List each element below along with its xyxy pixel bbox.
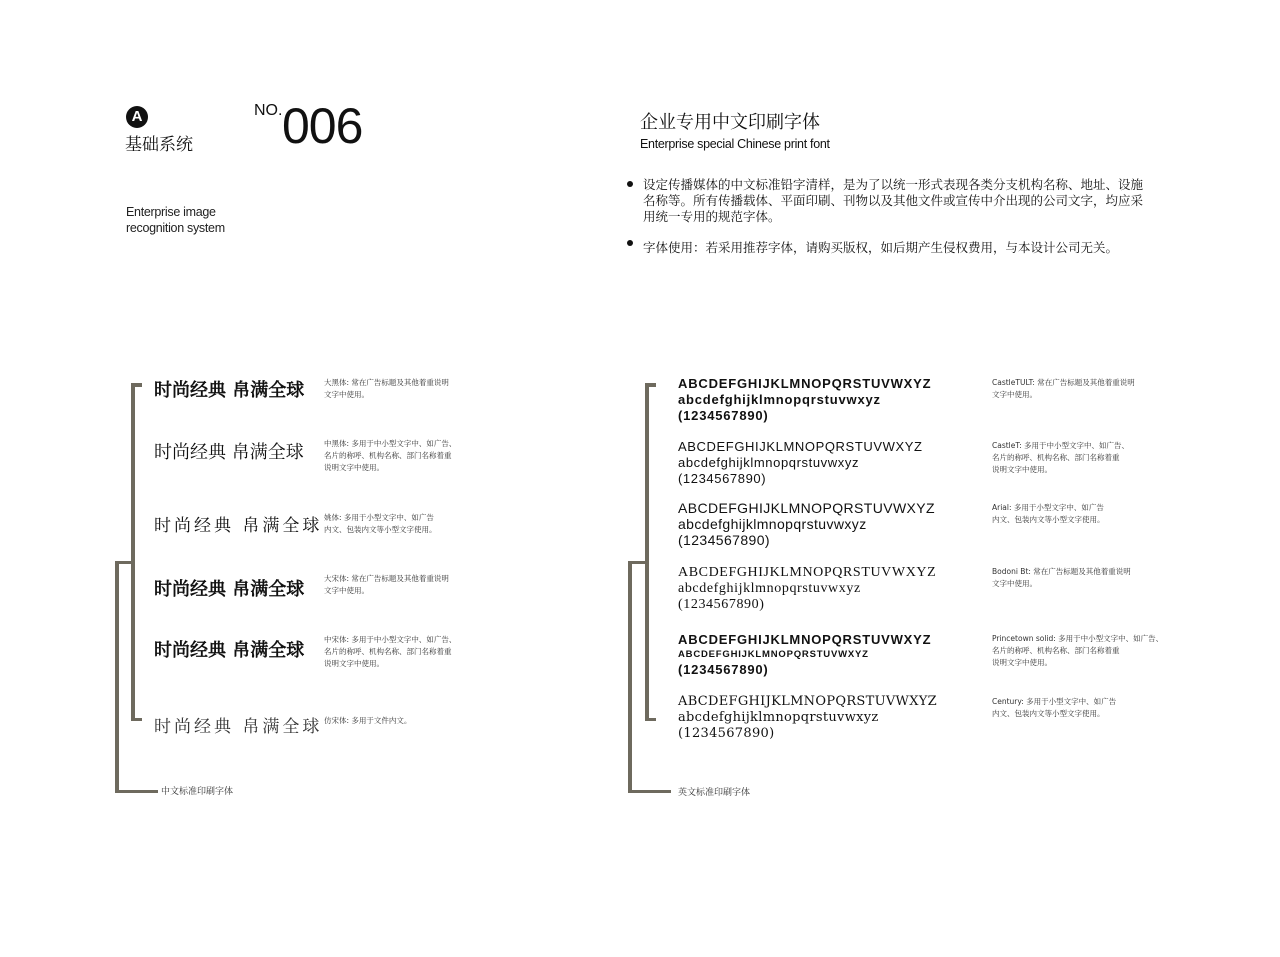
- section-title: 基础系统: [125, 135, 193, 155]
- sample-uppercase: ABCDEFGHIJKLMNOPQRSTUVWXYZ: [678, 632, 932, 647]
- sample-lowercase: abcdefghijklmnopqrstuvwxyz: [678, 516, 867, 532]
- bracket-top-cap: [131, 383, 142, 387]
- bracket-bottom-cap: [131, 718, 142, 721]
- desc-line: 名片的称呼、机构名称、部门名称着重: [992, 453, 1120, 462]
- sample-uppercase: ABCDEFGHIJKLMNOPQRSTUVWXYZ: [678, 439, 923, 454]
- intro-line-3: 用统一专用的规范字体。: [643, 209, 781, 224]
- desc-line: 名片的称呼、机构名称、部门名称着重: [992, 646, 1120, 655]
- intro-line-1: 设定传播媒体的中文标准铅字清样，是为了以统一形式表现各类分支机构名称、地址、设施: [643, 177, 1144, 192]
- en-font-sample: [678, 500, 935, 548]
- desc-line: Arial: 多用于小型文字中、如广告: [992, 503, 1104, 512]
- sample-numbers: (1234567890): [678, 471, 767, 486]
- sample-numbers: (1234567890): [678, 597, 765, 612]
- bullet-icon: [627, 240, 633, 246]
- desc-line: CastleT: 多用于中小型文字中、如广告、: [992, 441, 1130, 450]
- section-badge: A: [126, 106, 148, 128]
- sample-numbers: (1234567890): [678, 532, 770, 548]
- sample-uppercase: ABCDEFGHIJKLMNOPQRSTUVWXYZ: [678, 500, 935, 516]
- sample-numbers: (1234567890): [678, 408, 769, 423]
- desc-line: 姚体: 多用于小型文字中、如广告: [324, 513, 434, 522]
- desc-line: 文字中使用。: [324, 586, 369, 595]
- en-font-description: [992, 377, 1177, 401]
- sample-uppercase: ABCDEFGHIJKLMNOPQRSTUVWXYZ: [678, 694, 937, 709]
- page-number: 006: [282, 98, 363, 154]
- en-font-sample: [678, 565, 936, 613]
- desc-line: 说明文字中使用。: [324, 659, 384, 668]
- desc-line: 内文、包装内文等小型文字使用。: [992, 709, 1105, 718]
- cn-font-description: [324, 438, 474, 474]
- desc-line: 大宋体: 常在广告标题及其他着重说明: [324, 574, 449, 583]
- cn-font-description: [324, 377, 474, 401]
- en-font-description: [992, 633, 1177, 669]
- cn-font-sample: 时尚经典 帛满全球: [154, 380, 305, 401]
- sample-lowercase: abcdefghijklmnopqrstuvwxyz: [678, 392, 881, 407]
- desc-line: 文字中使用。: [324, 390, 369, 399]
- bracket-vertical: [131, 383, 135, 721]
- desc-line: 文字中使用。: [992, 579, 1037, 588]
- desc-line: 说明文字中使用。: [992, 658, 1052, 667]
- usage-note: 字体使用：若采用推荐字体，请购买版权，如后期产生侵权费用，与本设计公司无关。: [643, 240, 1119, 255]
- cn-font-sample: 时尚经典 帛满全球: [154, 640, 305, 661]
- desc-line: Princetown solid: 多用于中小型文字中、如广告、: [992, 634, 1164, 643]
- cn-fonts-caption: 中文标准印刷字体: [161, 787, 234, 797]
- en-font-sample: [678, 439, 923, 487]
- sample-lowercase: abcdefghijklmnopqrstuvwxyz: [678, 455, 860, 470]
- cn-font-sample: 时尚经典 帛满全球: [154, 516, 323, 536]
- cn-font-description: [324, 634, 474, 670]
- en-font-description: [992, 566, 1177, 590]
- en-fonts-caption: 英文标准印刷字体: [678, 788, 751, 798]
- cn-font-description: [324, 512, 474, 536]
- bracket-stem: [115, 561, 119, 793]
- intro-line-2: 名称等。所有传播载体、平面印刷、刊物以及其他文件或宣传中介出现的公司文字，均应采: [643, 193, 1144, 208]
- desc-line: 仿宋体: 多用于文件内文。: [324, 716, 412, 725]
- desc-line: 名片的称呼、机构名称、部门名称着重: [324, 451, 452, 460]
- desc-line: Bodoni Bt: 常在广告标题及其他着重说明: [992, 567, 1131, 576]
- page-heading-cn: 企业专用中文印刷字体: [640, 112, 820, 133]
- cn-font-description: [324, 573, 474, 597]
- desc-line: 中黑体: 多用于中小型文字中、如广告、: [324, 439, 457, 448]
- desc-line: CastleTULT: 常在广告标题及其他着重说明: [992, 378, 1135, 387]
- bracket-top-cap: [645, 383, 656, 387]
- desc-line: 名片的称呼、机构名称、部门名称着重: [324, 647, 452, 656]
- page-number-label: NO.: [254, 102, 283, 119]
- bracket-foot: [628, 790, 671, 793]
- en-font-sample: [678, 376, 931, 424]
- bracket-stem: [628, 561, 632, 793]
- sample-uppercase: ABCDEFGHIJKLMNOPQRSTUVWXYZ: [678, 376, 932, 391]
- page-heading-en: Enterprise special Chinese print font: [640, 137, 830, 151]
- section-subtitle-en: [126, 204, 225, 236]
- bracket-foot: [115, 790, 158, 793]
- en-font-sample: [678, 632, 931, 678]
- cn-font-description: [324, 715, 474, 727]
- desc-line: 内文、包装内文等小型文字使用。: [324, 525, 437, 534]
- cn-font-sample: 时尚经典 帛满全球: [154, 717, 323, 737]
- en-font-description: [992, 696, 1177, 720]
- desc-line: 中宋体: 多用于中小型文字中、如广告、: [324, 635, 457, 644]
- desc-line: 大黑体: 常在广告标题及其他着重说明: [324, 378, 449, 387]
- en-font-description: [992, 440, 1177, 476]
- bracket-vertical: [645, 383, 649, 721]
- desc-line: 说明文字中使用。: [992, 465, 1052, 474]
- sample-uppercase: ABCDEFGHIJKLMNOPQRSTUVWXYZ: [678, 565, 937, 580]
- bullet-icon: [627, 181, 633, 187]
- desc-line: 说明文字中使用。: [324, 463, 384, 472]
- bracket-joint: [628, 561, 649, 564]
- cn-font-sample: 时尚经典 帛满全球: [154, 579, 305, 600]
- sample-lowercase: ABCDEFGHIJKLMNOPQRSTUVWXYZ: [678, 649, 869, 660]
- bracket-bottom-cap: [645, 718, 656, 721]
- desc-line: Century: 多用于小型文字中、如广告: [992, 697, 1117, 706]
- desc-line: 文字中使用。: [992, 390, 1037, 399]
- sample-lowercase: abcdefghijklmnopqrstuvwxyz: [678, 710, 879, 725]
- bracket-joint: [115, 561, 135, 564]
- sample-numbers: (1234567890): [678, 726, 775, 741]
- sample-numbers: (1234567890): [678, 662, 769, 677]
- en-font-sample: [678, 694, 937, 742]
- cn-font-sample: 时尚经典 帛满全球: [154, 442, 304, 463]
- sample-lowercase: abcdefghijklmnopqrstuvwxyz: [678, 581, 861, 596]
- desc-line: 内文、包装内文等小型文字使用。: [992, 515, 1105, 524]
- en-font-description: [992, 502, 1177, 526]
- intro-paragraph: [643, 177, 1163, 225]
- subtitle-line-2: recognition system: [126, 221, 225, 235]
- subtitle-line-1: Enterprise image: [126, 205, 216, 219]
